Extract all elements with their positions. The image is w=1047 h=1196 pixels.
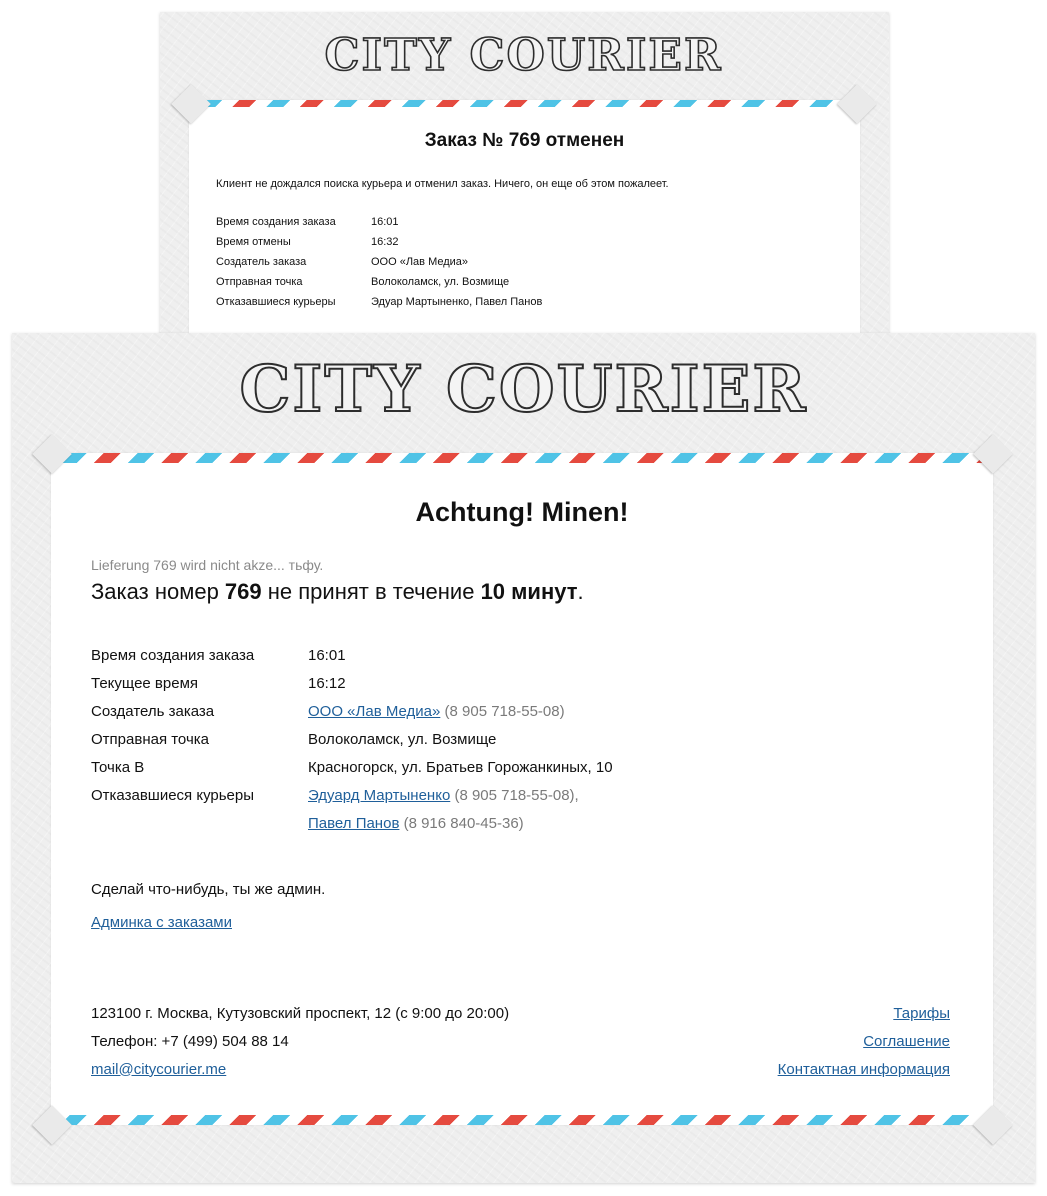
detail-row-point-b <box>91 753 613 781</box>
detail-row <box>216 276 542 296</box>
detail-label: Время создания заказа <box>91 646 255 664</box>
footer-link-agreement[interactable]: Соглашение <box>863 1032 950 1050</box>
detail-label: Точка В <box>91 758 145 776</box>
airmail-stripe-top <box>189 100 860 107</box>
footer-link-row <box>778 1027 950 1055</box>
detail-row <box>216 296 542 316</box>
creator-phone: (8 905 718-55-08) <box>444 702 565 720</box>
back-email-letter <box>189 100 860 352</box>
detail-value: Красногорск, ул. Братьев Горожанкиных, 10 <box>308 758 613 776</box>
action-text: Сделай что-нибудь, ты же админ. <box>91 881 326 898</box>
detail-label: Отправная точка <box>91 730 209 748</box>
detail-label: Время отмены <box>216 236 291 248</box>
detail-label: Создатель заказа <box>91 702 215 720</box>
footer-link-row <box>778 1055 950 1083</box>
airmail-stripe-bottom <box>51 1115 993 1125</box>
front-email-letter <box>51 453 993 1125</box>
timeout-value: 10 минут <box>480 579 578 604</box>
front-logo: CITY COURIER <box>239 352 808 427</box>
detail-row-created <box>91 641 613 669</box>
back-email-title: Заказ № 769 отменен <box>424 130 625 151</box>
headline <box>91 579 584 605</box>
detail-row <box>216 256 542 276</box>
footer-link-contacts[interactable]: Контактная информация <box>777 1060 950 1078</box>
footer-email-link[interactable]: mail@citycourier.me <box>91 1060 227 1078</box>
detail-row-current <box>91 669 613 697</box>
detail-value: 16:01 <box>371 216 399 228</box>
back-email-intro: Клиент не дождался поиска курьера и отменил заказ. Ничего, он еще об этом пожалеет. <box>216 178 669 190</box>
detail-row-creator <box>91 697 613 725</box>
detail-value <box>308 787 579 804</box>
footer-link-row <box>778 999 950 1027</box>
detail-value: 16:12 <box>308 674 346 692</box>
detail-label: Время создания заказа <box>216 216 336 228</box>
courier-phone: (8 905 718-55-08), <box>454 786 579 804</box>
back-logo: CITY COURIER <box>324 30 723 81</box>
order-details <box>91 641 613 837</box>
detail-row <box>216 236 542 256</box>
creator-link[interactable]: ООО «Лав Медиа» <box>308 702 441 720</box>
detail-row-origin <box>91 725 613 753</box>
headline-text: Заказ номер <box>91 579 225 604</box>
detail-label: Создатель заказа <box>216 256 307 268</box>
back-email-details <box>216 216 542 316</box>
detail-label: Отказавшиеся курьеры <box>91 786 255 804</box>
admin-panel-link[interactable]: Админка с заказами <box>91 914 232 931</box>
detail-value: 16:32 <box>371 236 399 248</box>
footer-phone: Телефон: +7 (499) 504 88 14 <box>91 1032 289 1050</box>
detail-row <box>216 216 542 236</box>
detail-value: Волоколамск, ул. Возмище <box>371 276 510 288</box>
headline-text: не принят в течение <box>261 579 481 604</box>
courier-link[interactable]: Павел Панов <box>308 814 400 832</box>
detail-row-couriers <box>91 781 613 809</box>
order-number: 769 <box>224 579 262 604</box>
footer-links <box>778 999 950 1083</box>
detail-value <box>308 703 565 720</box>
email-title: Achtung! Minen! <box>415 497 629 527</box>
detail-label: Отправная точка <box>216 276 303 288</box>
headline-text: . <box>577 579 584 604</box>
detail-row-couriers-cont <box>91 809 613 837</box>
footer-address: 123100 г. Москва, Кутузовский проспект, 12 (с 9:00 до 20:00) <box>91 1004 510 1022</box>
airmail-stripe-top <box>51 453 993 463</box>
detail-value: Волоколамск, ул. Возмище <box>308 730 497 748</box>
detail-value: 16:01 <box>308 646 346 664</box>
footer-email-row <box>91 1055 509 1083</box>
detail-value: Эдуар Мартыненко, Павел Панов <box>371 296 543 308</box>
pre-text: Lieferung 769 wird nicht akze... тьфу. <box>91 557 324 573</box>
detail-label: Текущее время <box>91 674 199 692</box>
courier-phone: (8 916 840-45-36) <box>403 814 524 832</box>
detail-value <box>308 815 524 832</box>
footer-link-tariffs[interactable]: Тарифы <box>893 1004 950 1022</box>
courier-link[interactable]: Эдуард Мартыненко <box>308 786 451 804</box>
detail-label: Отказавшиеся курьеры <box>216 296 336 308</box>
footer-contacts <box>91 999 509 1083</box>
detail-value: ООО «Лав Медиа» <box>371 256 469 268</box>
